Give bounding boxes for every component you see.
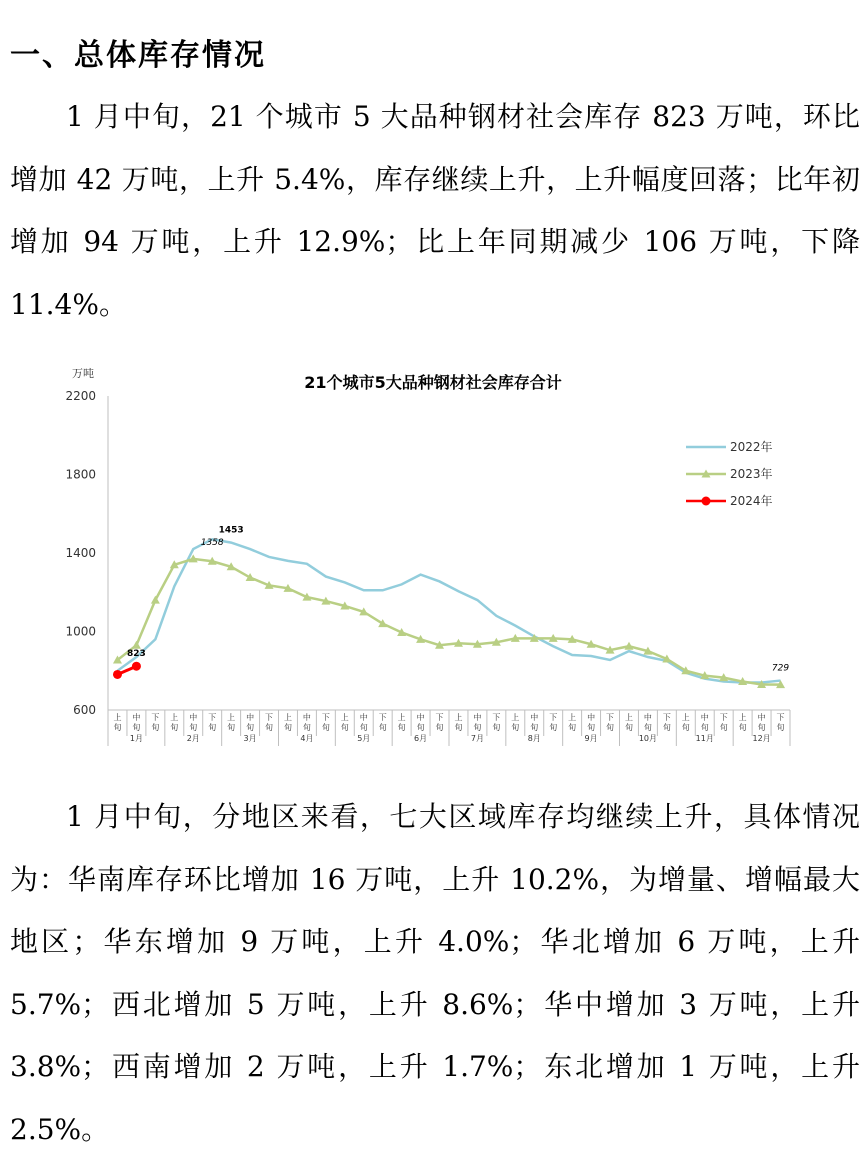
x-sub-label-char: 旬 xyxy=(587,723,596,732)
x-sub-label-char: 下 xyxy=(492,713,501,722)
y-tick-label: 1000 xyxy=(65,624,96,639)
x-sub-label xyxy=(284,712,292,732)
x-sub-label-char: 上 xyxy=(454,713,463,722)
x-sub-label-char: 旬 xyxy=(568,723,577,732)
x-sub-label xyxy=(436,713,444,732)
x-sub-label xyxy=(777,713,785,732)
x-sub-label-char: 旬 xyxy=(340,723,349,732)
x-sub-label-char: 上 xyxy=(340,713,349,722)
y-tick-label: 1400 xyxy=(65,546,96,560)
x-sub-label-char: 下 xyxy=(776,713,785,722)
x-sub-label xyxy=(379,713,387,732)
x-sub-label-char: 中 xyxy=(530,713,539,722)
x-sub-label-char: 旬 xyxy=(416,723,425,732)
x-sub-label-char: 旬 xyxy=(378,723,387,732)
x-sub-label xyxy=(720,713,728,732)
chart-title: 21个城市5大品种钢材社会库存合计 xyxy=(304,373,562,392)
x-sub-label xyxy=(322,713,330,732)
x-sub-label-char: 旬 xyxy=(283,723,292,732)
x-sub-label-char: 上 xyxy=(738,713,747,722)
x-sub-label-char: 旬 xyxy=(473,723,482,732)
x-sub-label-char: 上 xyxy=(170,713,179,722)
x-sub-label-char: 旬 xyxy=(435,723,444,732)
data-point-2023 xyxy=(132,641,141,649)
x-sub-label-char: 下 xyxy=(435,713,444,722)
x-sub-label-char: 旬 xyxy=(492,723,501,732)
y-axis-unit-label: 万吨 xyxy=(72,367,94,380)
x-sub-label-char: 旬 xyxy=(151,723,160,732)
x-sub-label xyxy=(473,712,481,732)
x-sub-label xyxy=(511,712,519,732)
x-sub-label-char: 中 xyxy=(587,713,596,722)
legend-item xyxy=(686,466,773,481)
x-month-label: 3月 xyxy=(243,734,257,743)
x-sub-label-char: 旬 xyxy=(189,723,198,732)
x-sub-label-char: 下 xyxy=(606,713,615,722)
x-sub-label xyxy=(246,712,254,732)
x-sub-label-char: 旬 xyxy=(397,723,406,732)
legend-marker xyxy=(702,497,711,506)
series-line-2022年 xyxy=(117,539,780,682)
x-sub-label xyxy=(549,713,557,732)
x-sub-label-char: 旬 xyxy=(606,723,615,732)
x-sub-label xyxy=(454,712,462,732)
x-sub-label-char: 下 xyxy=(265,713,274,722)
x-sub-label-char: 旬 xyxy=(302,723,311,732)
legend-label: 2022年 xyxy=(730,440,773,454)
x-sub-label-char: 中 xyxy=(359,713,368,722)
data-label: 729 xyxy=(771,663,790,674)
y-tick-label: 2200 xyxy=(65,389,96,403)
data-label: 823 xyxy=(127,649,146,660)
x-month-label: 8月 xyxy=(527,734,541,743)
x-sub-label-char: 旬 xyxy=(132,723,141,732)
legend-label: 2024年 xyxy=(730,494,773,508)
data-label: 1453 xyxy=(218,525,244,536)
x-month-label: 9月 xyxy=(584,734,598,743)
x-sub-label-char: 旬 xyxy=(208,723,217,732)
x-sub-label-char: 上 xyxy=(624,713,633,722)
x-sub-label-char: 旬 xyxy=(738,723,747,732)
x-sub-label-char: 旬 xyxy=(321,723,330,732)
x-sub-label-char: 旬 xyxy=(511,723,520,732)
x-sub-label-char: 中 xyxy=(246,713,255,722)
x-sub-label-char: 旬 xyxy=(549,723,558,732)
x-sub-label xyxy=(341,712,349,732)
x-sub-label-char: 中 xyxy=(643,713,652,722)
x-sub-label-char: 上 xyxy=(113,713,122,722)
legend-item xyxy=(686,493,773,508)
x-sub-label xyxy=(417,712,425,732)
x-sub-label-char: 旬 xyxy=(681,723,690,732)
x-sub-label-char: 旬 xyxy=(624,723,633,732)
x-sub-label-char: 上 xyxy=(568,713,577,722)
x-sub-label xyxy=(644,712,652,732)
x-sub-label-char: 旬 xyxy=(700,723,709,732)
x-sub-label-char: 下 xyxy=(549,713,558,722)
section-heading: 一、总体库存情况 xyxy=(10,38,266,73)
y-tick-label: 600 xyxy=(73,703,96,717)
x-sub-label-char: 下 xyxy=(378,713,387,722)
x-sub-label xyxy=(682,712,690,732)
x-sub-label-char: 下 xyxy=(208,713,217,722)
x-sub-label-char: 上 xyxy=(397,713,406,722)
x-sub-label xyxy=(758,712,766,732)
x-month-label: 11月 xyxy=(695,734,714,743)
y-tick-label: 1800 xyxy=(65,467,96,482)
x-sub-label-char: 上 xyxy=(681,713,690,722)
x-sub-label-char: 旬 xyxy=(662,723,671,732)
data-point-2024 xyxy=(132,662,141,671)
x-sub-label-char: 旬 xyxy=(757,723,766,732)
x-sub-label xyxy=(739,712,747,732)
x-sub-label-char: 中 xyxy=(473,713,482,722)
x-sub-label-char: 上 xyxy=(227,713,236,722)
legend-label: 2023年 xyxy=(730,467,773,481)
x-sub-label xyxy=(151,713,159,732)
x-month-label: 10月 xyxy=(638,734,658,743)
x-month-label: 12月 xyxy=(752,734,771,743)
x-sub-label xyxy=(398,712,406,732)
x-sub-label xyxy=(265,713,273,732)
x-sub-label xyxy=(170,712,178,732)
x-month-label: 5月 xyxy=(357,734,371,743)
x-sub-label xyxy=(303,712,311,732)
x-sub-label xyxy=(113,712,121,732)
x-sub-label xyxy=(625,712,633,732)
x-sub-label-char: 中 xyxy=(302,713,311,722)
x-sub-label-char: 中 xyxy=(757,713,766,722)
x-sub-label xyxy=(360,712,368,732)
x-sub-label-char: 上 xyxy=(511,713,520,722)
data-point-2024 xyxy=(113,670,122,679)
x-sub-label-char: 下 xyxy=(662,713,671,722)
x-sub-label xyxy=(701,712,709,732)
x-sub-label xyxy=(587,712,595,732)
x-sub-label-char: 下 xyxy=(719,713,728,722)
x-sub-label-char: 旬 xyxy=(265,723,274,732)
paragraph-summary: 1 月中旬，21 个城市 5 大品种钢材社会库存 823 万吨，环比增加 42 万吨，上升 5.4%，库存继续上升，上升幅度回落；比年初增加 94 万吨，上升 12.9%；比上年同期减少 106 万吨，下降 11.4%。 xyxy=(10,100,860,321)
x-sub-label xyxy=(208,713,216,732)
x-sub-label-char: 旬 xyxy=(454,723,463,732)
x-sub-label-char: 旬 xyxy=(643,723,652,732)
x-sub-label-char: 旬 xyxy=(246,723,255,732)
x-sub-label-char: 中 xyxy=(700,713,709,722)
x-sub-label-char: 上 xyxy=(283,713,292,722)
x-sub-label-char: 中 xyxy=(189,713,198,722)
x-sub-label-char: 旬 xyxy=(776,723,785,732)
x-sub-label-char: 旬 xyxy=(359,723,368,732)
inventory-line-chart xyxy=(58,360,798,750)
legend-item xyxy=(686,439,773,454)
x-sub-label xyxy=(189,712,197,732)
x-sub-label xyxy=(227,712,235,732)
x-sub-label-char: 旬 xyxy=(113,723,122,732)
x-month-label: 6月 xyxy=(414,734,428,743)
x-month-label: 7月 xyxy=(470,734,484,743)
x-sub-label xyxy=(663,713,671,732)
x-sub-label-char: 中 xyxy=(132,713,141,722)
x-month-label: 1月 xyxy=(129,734,143,743)
series-line-2023年 xyxy=(117,559,780,685)
x-sub-label xyxy=(568,712,576,732)
x-sub-label-char: 下 xyxy=(321,713,330,722)
x-sub-label-char: 中 xyxy=(416,713,425,722)
x-sub-label-char: 旬 xyxy=(530,723,539,732)
x-sub-label xyxy=(132,712,140,732)
x-sub-label-char: 旬 xyxy=(170,723,179,732)
x-month-label: 4月 xyxy=(300,734,314,743)
data-label: 1358 xyxy=(200,538,224,549)
x-sub-label xyxy=(606,713,614,732)
x-month-label: 2月 xyxy=(186,734,200,743)
x-sub-label xyxy=(492,713,500,732)
x-sub-label-char: 旬 xyxy=(719,723,728,732)
paragraph-regional: 1 月中旬，分地区来看，七大区域库存均继续上升，具体情况为：华南库存环比增加 16 万吨，上升 10.2%，为增量、增幅最大地区；华东增加 9 万吨，上升 4.0%；华北增加 6 万吨，上升 5.7%；西北增加 5 万吨，上升 8.6%；华中增加 3 万吨，上升 3.8%；西南增加 2 万吨，上升 1.7%；东北增加 1 万吨，上升 2.5%。 xyxy=(10,800,860,1146)
x-sub-label-char: 旬 xyxy=(227,723,236,732)
x-sub-label-char: 下 xyxy=(151,713,160,722)
x-sub-label xyxy=(530,712,538,732)
